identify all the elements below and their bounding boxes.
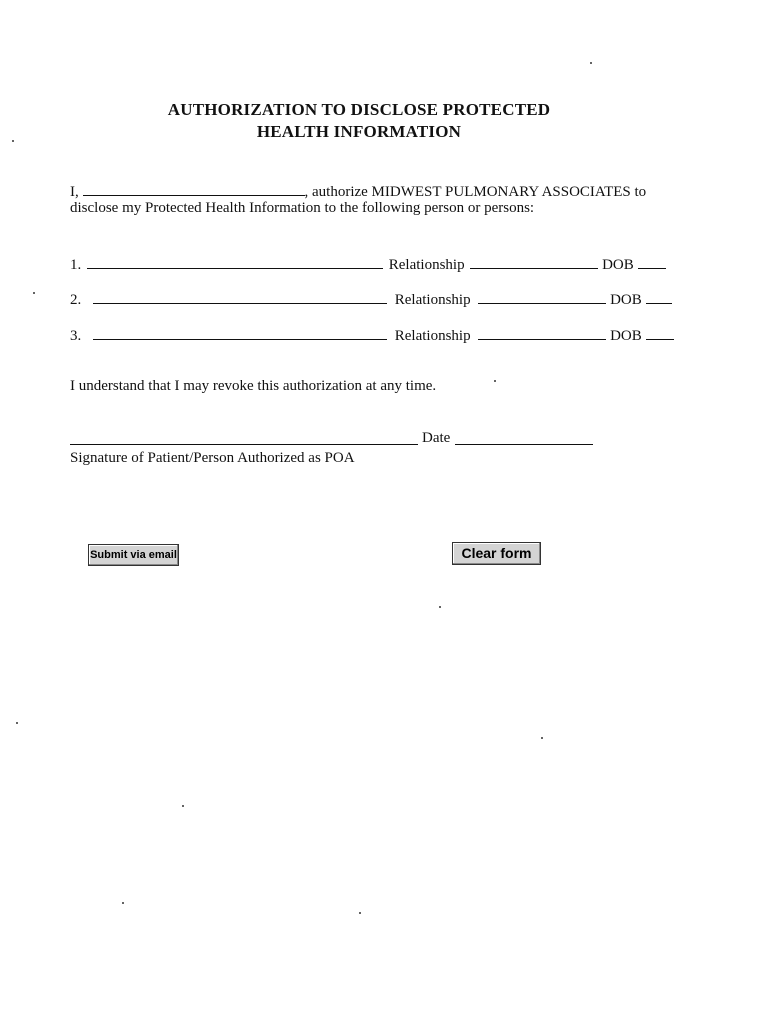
person-number: 2.	[70, 292, 82, 308]
dob-label-1: DOB	[602, 257, 634, 273]
dob-label-3: DOB	[610, 328, 642, 344]
clear-form-button[interactable]: Clear form	[452, 542, 541, 565]
dob-field-1[interactable]	[638, 254, 666, 269]
intro-prefix: I,	[70, 184, 79, 200]
scan-speck	[122, 902, 124, 904]
patient-name-field[interactable]	[83, 181, 305, 196]
submit-via-email-button[interactable]: Submit via email	[88, 544, 179, 566]
relationship-label-1: Relationship	[388, 257, 465, 273]
signature-caption: Signature of Patient/Person Authorized as POA	[70, 450, 355, 466]
scan-speck	[439, 606, 441, 608]
person-name-field-3[interactable]	[93, 325, 387, 340]
scan-speck	[359, 912, 361, 914]
form-title-line2: HEALTH INFORMATION	[256, 122, 462, 141]
form-title-line1: AUTHORIZATION TO DISCLOSE PROTECTED	[167, 100, 551, 119]
scan-speck	[541, 737, 543, 739]
revoke-statement: I understand that I may revoke this authorization at any time.	[70, 378, 437, 394]
date-field[interactable]	[455, 443, 593, 445]
relationship-label-3: Relationship	[394, 328, 471, 344]
person-number: 1.	[70, 257, 82, 273]
intro-line1	[70, 181, 646, 201]
scan-speck	[182, 805, 184, 807]
relationship-field-3[interactable]	[478, 325, 606, 340]
intro-suffix: , authorize MIDWEST PULMONARY ASSOCIATES to	[304, 184, 647, 200]
person-row-2	[70, 289, 672, 309]
person-number: 3.	[70, 328, 82, 344]
dob-field-3[interactable]	[646, 325, 674, 340]
scan-speck	[590, 62, 592, 64]
relationship-label-2: Relationship	[394, 292, 471, 308]
person-name-field-2[interactable]	[93, 289, 387, 304]
scan-speck	[33, 292, 35, 294]
scan-speck	[16, 722, 18, 724]
signature-field[interactable]	[70, 443, 418, 445]
scan-speck	[12, 140, 14, 142]
relationship-field-1[interactable]	[470, 254, 598, 269]
date-label: Date	[422, 430, 451, 446]
scan-speck	[494, 380, 496, 382]
intro-line2: disclose my Protected Health Information to the following person or persons:	[70, 200, 535, 216]
person-row-1	[70, 254, 666, 274]
relationship-field-2[interactable]	[478, 289, 606, 304]
dob-field-2[interactable]	[646, 289, 672, 304]
person-name-field-1[interactable]	[87, 254, 383, 269]
person-row-3	[70, 325, 674, 345]
dob-label-2: DOB	[610, 292, 642, 308]
